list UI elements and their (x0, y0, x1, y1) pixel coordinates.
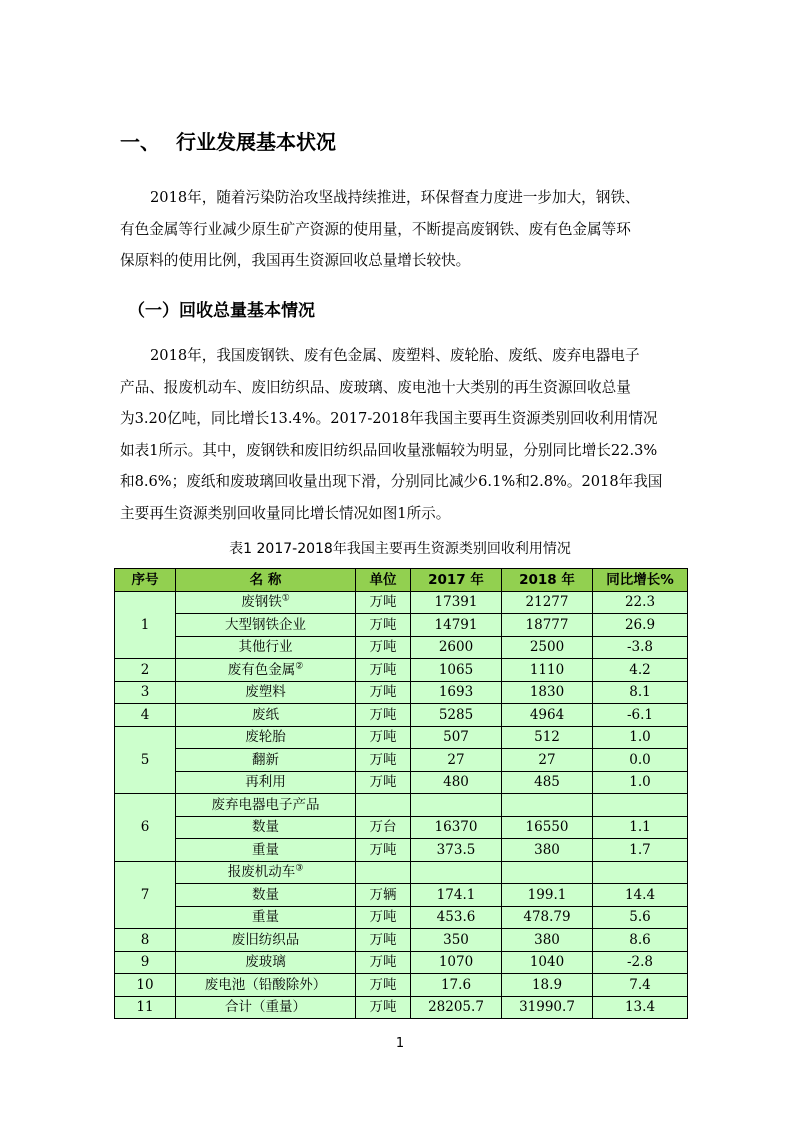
cell-yoy (593, 794, 688, 817)
table-row (115, 591, 688, 614)
cell-seq: 8 (115, 929, 176, 952)
paragraph-line: 2018年，我国废钢铁、废有色金属、废塑料、废轮胎、废纸、废弃电器电子 (150, 347, 640, 364)
table-row (115, 704, 688, 727)
cell-unit: 万辆 (356, 884, 411, 907)
cell-yoy: 8.1 (593, 681, 688, 704)
cell-unit: 万吨 (356, 996, 411, 1019)
cell-unit: 万吨 (356, 839, 411, 862)
cell-name-text: 再利用 (245, 774, 286, 791)
table-body (115, 591, 688, 1019)
header-name: 名 称 (176, 569, 356, 592)
cell-2018: 512 (502, 726, 593, 749)
cell-seq: 2 (115, 659, 176, 682)
subsection-heading: （一）回收总量基本情况 (128, 301, 315, 321)
cell-name (176, 794, 356, 817)
table-row (115, 614, 688, 637)
cell-name-text: 废纸 (252, 706, 279, 723)
cell-name-text: 重量 (252, 841, 279, 858)
cell-name-text: 重量 (252, 909, 279, 926)
cell-yoy (593, 861, 688, 884)
cell-name-text: 废有色金属 (227, 661, 296, 678)
cell-unit: 万吨 (356, 771, 411, 794)
cell-unit: 万台 (356, 816, 411, 839)
cell-unit: 万吨 (356, 614, 411, 637)
cell-unit (356, 794, 411, 817)
cell-unit: 万吨 (356, 726, 411, 749)
cell-seq: 9 (115, 951, 176, 974)
cell-yoy: 26.9 (593, 614, 688, 637)
cell-2018: 478.79 (502, 906, 593, 929)
table-row (115, 659, 688, 682)
cell-name (176, 771, 356, 794)
table-row (115, 636, 688, 659)
cell-2018: 16550 (502, 816, 593, 839)
cell-name (176, 591, 356, 614)
table-caption: 表1 2017-2018年我国主要再生资源类别回收利用情况 (229, 541, 571, 557)
table-row (115, 906, 688, 929)
cell-unit: 万吨 (356, 636, 411, 659)
cell-yoy: 1.0 (593, 771, 688, 794)
cell-2017: 16370 (411, 816, 502, 839)
table-row (115, 951, 688, 974)
cell-unit: 万吨 (356, 659, 411, 682)
cell-2017 (411, 861, 502, 884)
cell-yoy: 13.4 (593, 996, 688, 1019)
table-row (115, 996, 688, 1019)
cell-2017: 373.5 (411, 839, 502, 862)
header-seq: 序号 (115, 569, 176, 592)
cell-2018: 2500 (502, 636, 593, 659)
table-row (115, 884, 688, 907)
cell-name (176, 749, 356, 772)
cell-2017: 1065 (411, 659, 502, 682)
table-row (115, 771, 688, 794)
cell-2017: 453.6 (411, 906, 502, 929)
cell-unit: 万吨 (356, 974, 411, 997)
page-number: 1 (395, 1036, 405, 1051)
section-heading (120, 126, 336, 155)
cell-yoy: -3.8 (593, 636, 688, 659)
cell-name (176, 906, 356, 929)
table-row (115, 861, 688, 884)
cell-2017: 5285 (411, 704, 502, 727)
cell-2018: 1040 (502, 951, 593, 974)
cell-yoy: 1.7 (593, 839, 688, 862)
cell-2017: 14791 (411, 614, 502, 637)
cell-2018 (502, 794, 593, 817)
cell-name-text: 数量 (252, 819, 279, 836)
cell-2017: 507 (411, 726, 502, 749)
paragraph-line: 如表1所示。其中，废钢铁和废旧纺织品回收量涨幅较为明显，分别同比增长22.3% (120, 441, 658, 459)
cell-yoy: -6.1 (593, 704, 688, 727)
cell-unit: 万吨 (356, 929, 411, 952)
header-yoy: 同比增长% (593, 569, 688, 592)
cell-seq: 6 (115, 794, 176, 862)
cell-name (176, 636, 356, 659)
table-row (115, 681, 688, 704)
cell-name (176, 951, 356, 974)
cell-yoy: 1.1 (593, 816, 688, 839)
cell-unit: 万吨 (356, 681, 411, 704)
cell-unit: 万吨 (356, 704, 411, 727)
cell-name (176, 884, 356, 907)
table-row (115, 794, 688, 817)
cell-name-text: 废旧纺织品 (231, 931, 300, 948)
cell-2017: 1070 (411, 951, 502, 974)
cell-unit (356, 861, 411, 884)
cell-2018 (502, 861, 593, 884)
footnote-marker: ① (281, 593, 290, 604)
section-title: 行业发展基本状况 (176, 130, 336, 154)
cell-name-text: 数量 (252, 886, 279, 903)
cell-2018: 18.9 (502, 974, 593, 997)
cell-name (176, 816, 356, 839)
cell-name (176, 839, 356, 862)
intro-paragraph (120, 182, 685, 277)
body-paragraph (120, 340, 685, 530)
cell-2017: 1693 (411, 681, 502, 704)
cell-2017: 28205.7 (411, 996, 502, 1019)
cell-2017: 17391 (411, 591, 502, 614)
cell-name-text: 废轮胎 (245, 729, 286, 746)
table-row (115, 726, 688, 749)
recycling-table (114, 568, 688, 1019)
cell-name-text: 废钢铁 (241, 594, 282, 611)
cell-2017: 17.6 (411, 974, 502, 997)
cell-yoy: 1.0 (593, 726, 688, 749)
cell-name (176, 726, 356, 749)
paragraph-line: 2018年，随着污染防治攻坚战持续推进，环保督查力度进一步加大，钢铁、 (150, 189, 640, 206)
paragraph-line: 和8.6%；废纸和废玻璃回收量出现下滑，分别同比减少6.1%和2.8%。2018年我国 (120, 473, 663, 491)
paragraph-line: 产品、报废机动车、废旧纺织品、废玻璃、废电池十大类别的再生资源回收总量 (120, 378, 631, 396)
cell-seq: 11 (115, 996, 176, 1019)
cell-2018: 380 (502, 839, 593, 862)
cell-name (176, 681, 356, 704)
cell-name-text: 合计（重量） (225, 999, 306, 1016)
cell-2017: 2600 (411, 636, 502, 659)
cell-2017: 480 (411, 771, 502, 794)
cell-name (176, 996, 356, 1019)
section-number: 一、 (120, 130, 160, 154)
cell-name-text: 其他行业 (238, 639, 293, 656)
cell-name-text: 报废机动车 (227, 864, 296, 881)
cell-yoy: 8.6 (593, 929, 688, 952)
header-2017: 2017 年 (411, 569, 502, 592)
cell-unit: 万吨 (356, 906, 411, 929)
paragraph-line: 保原料的使用比例，我国再生资源回收总量增长较快。 (120, 252, 471, 270)
cell-name (176, 704, 356, 727)
paragraph-line: 有色金属等行业减少原生矿产资源的使用量，不断提高废钢铁、废有色金属等环 (120, 220, 631, 238)
cell-yoy: 22.3 (593, 591, 688, 614)
paragraph-line: 主要再生资源类别回收量同比增长情况如图1所示。 (120, 504, 451, 522)
cell-seq: 1 (115, 591, 176, 659)
cell-yoy: -2.8 (593, 951, 688, 974)
cell-name-text: 废电池（铅酸除外） (204, 976, 327, 993)
cell-2017: 174.1 (411, 884, 502, 907)
cell-seq: 4 (115, 704, 176, 727)
table-row (115, 816, 688, 839)
cell-2017: 350 (411, 929, 502, 952)
footnote-marker: ② (295, 661, 304, 672)
table-row (115, 839, 688, 862)
cell-name (176, 861, 356, 884)
paragraph-line: 为3.20亿吨，同比增长13.4%。2017-2018年我国主要再生资源类别回收利用情况 (120, 410, 658, 428)
table-row (115, 929, 688, 952)
table-row (115, 749, 688, 772)
cell-seq: 5 (115, 726, 176, 794)
cell-unit: 万吨 (356, 951, 411, 974)
cell-seq: 7 (115, 861, 176, 929)
cell-2017: 27 (411, 749, 502, 772)
cell-2018: 485 (502, 771, 593, 794)
cell-yoy: 5.6 (593, 906, 688, 929)
cell-name (176, 614, 356, 637)
header-2018: 2018 年 (502, 569, 593, 592)
footnote-marker: ③ (295, 863, 304, 874)
cell-2018: 380 (502, 929, 593, 952)
cell-2018: 18777 (502, 614, 593, 637)
cell-yoy: 4.2 (593, 659, 688, 682)
cell-seq: 10 (115, 974, 176, 997)
cell-unit: 万吨 (356, 749, 411, 772)
cell-2018: 199.1 (502, 884, 593, 907)
cell-name (176, 929, 356, 952)
header-unit: 单位 (356, 569, 411, 592)
cell-2018: 1110 (502, 659, 593, 682)
table-header-row (115, 569, 688, 592)
cell-2018: 21277 (502, 591, 593, 614)
cell-name-text: 废塑料 (245, 684, 286, 701)
cell-yoy: 0.0 (593, 749, 688, 772)
cell-2018: 1830 (502, 681, 593, 704)
cell-name-text: 废弃电器电子产品 (211, 796, 320, 813)
cell-yoy: 7.4 (593, 974, 688, 997)
cell-name-text: 翻新 (252, 751, 279, 768)
cell-name (176, 659, 356, 682)
table-row (115, 974, 688, 997)
cell-2018: 31990.7 (502, 996, 593, 1019)
cell-2018: 4964 (502, 704, 593, 727)
cell-2018: 27 (502, 749, 593, 772)
cell-2017 (411, 794, 502, 817)
cell-name-text: 废玻璃 (245, 954, 286, 971)
cell-seq: 3 (115, 681, 176, 704)
cell-yoy: 14.4 (593, 884, 688, 907)
cell-unit: 万吨 (356, 591, 411, 614)
cell-name-text: 大型钢铁企业 (225, 616, 306, 633)
cell-name (176, 974, 356, 997)
